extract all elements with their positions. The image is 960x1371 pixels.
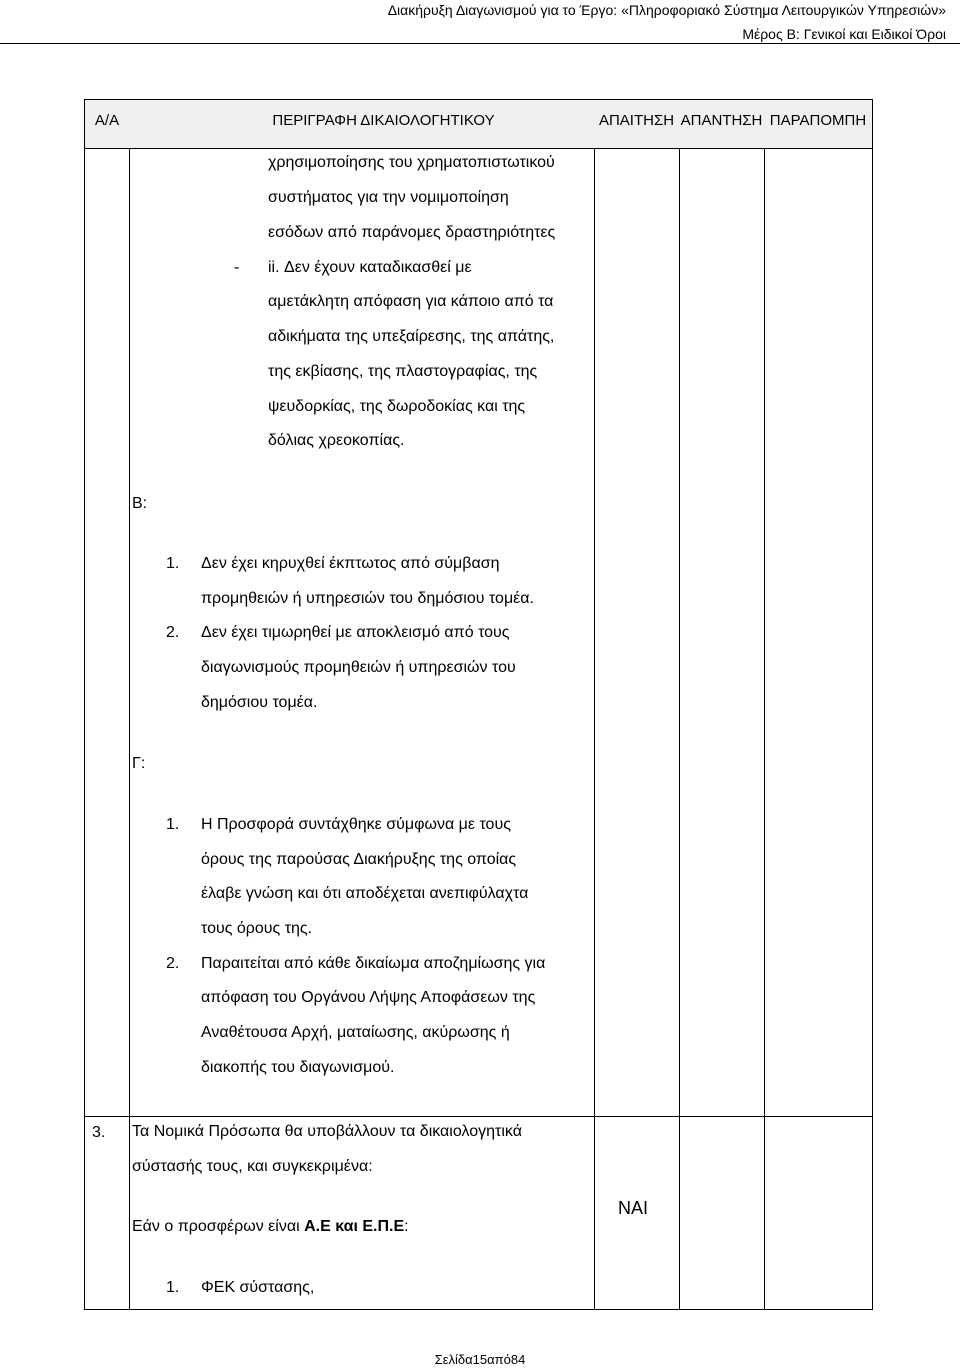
description-line: διακοπής του διαγωνισμού.: [201, 1059, 395, 1076]
col-divider: [679, 149, 680, 1309]
description-line: συστήματος για την νομιμοποίηση: [268, 189, 509, 206]
description-line: χρησιμοποίησης του χρηματοπιστωτικού: [268, 154, 555, 171]
col-header-requirement: ΑΠΑΙΤΗΣΗ: [598, 112, 675, 129]
description-line: προμηθειών ή υπηρεσιών του δημόσιου τομέα.: [201, 590, 534, 607]
col-header-answer: ΑΠΑΝΤΗΣΗ: [680, 112, 763, 129]
description-line: δημόσιου τομέα.: [201, 694, 318, 711]
requirement-value: ΝΑΙ: [618, 1198, 649, 1218]
description-line: της εκβίασης, της πλαστογραφίας, της: [268, 363, 538, 380]
row-number: 3.: [92, 1124, 106, 1141]
table-header-row: [85, 100, 872, 149]
document-header: [388, 0, 946, 44]
description-line: αδικήματα της υπεξαίρεσης, της απάτης,: [268, 328, 555, 345]
description-line: έλαβε γνώση και ότι αποδέχεται ανεπιφύλαχτα: [201, 885, 529, 902]
list-number: 2.: [166, 624, 180, 641]
list-number: 2.: [166, 955, 180, 972]
description-line: όρους της παρούσας Διακήρυξης της οποίας: [201, 851, 517, 868]
description-line: δόλιας χρεοκοπίας.: [268, 432, 405, 449]
description-line: διαγωνισμούς προμηθειών ή υπηρεσιών του: [201, 659, 516, 676]
condition-prefix: Εάν ο προσφέρων είναι: [132, 1218, 305, 1235]
description-line: Δεν έχει τιμωρηθεί με αποκλεισμό από τους: [201, 624, 510, 641]
list-number: 1.: [166, 816, 180, 833]
header-divider: [0, 43, 960, 44]
description-line: απόφαση του Οργάνου Λήψης Αποφάσεων της: [201, 989, 536, 1006]
condition-line: [132, 1217, 409, 1237]
col-divider: [594, 149, 595, 1309]
list-number: 1.: [166, 1279, 180, 1296]
description-line: αμετάκλητη απόφαση για κάποιο από τα: [268, 293, 554, 310]
page-number: Σελίδα15από84: [434, 1352, 526, 1367]
description-line: ΦΕΚ σύστασης,: [201, 1279, 315, 1296]
description-line: Αναθέτουσα Αρχή, ματαίωσης, ακύρωσης ή: [201, 1024, 510, 1041]
col-header-aa: Α/Α: [94, 112, 120, 129]
description-line: εσόδων από παράνομες δραστηριότητες: [268, 224, 556, 241]
document-subtitle: Μέρος Β: Γενικοί και Ειδικοί Όροι: [742, 26, 946, 42]
col-divider: [129, 149, 130, 1309]
description-line: τους όρους της.: [201, 920, 313, 937]
description-line: Τα Νομικά Πρόσωπα θα υποβάλλουν τα δικαιολογητικά: [132, 1123, 522, 1140]
description-line: Παραιτείται από κάθε δικαίωμα αποζημίωσης για: [201, 955, 546, 972]
col-header-reference: ΠΑΡΑΠΟΜΠΗ: [769, 112, 867, 129]
col-header-description: ΠΕΡΙΓΡΑΦΗ ΔΙΚΑΙΟΛΟΓΗΤΙΚΟΥ: [272, 112, 495, 129]
description-line: Η Προσφορά συντάχθηκε σύμφωνα με τους: [201, 816, 511, 833]
document-title: Διακήρυξη Διαγωνισμού για το Έργο: «Πληροφοριακό Σύστημα Λειτουργικών Υπηρεσιών»: [387, 2, 946, 18]
col-divider: [764, 149, 765, 1309]
condition-suffix: :: [404, 1218, 409, 1235]
section-label-b: Β:: [132, 495, 148, 512]
row-divider: [85, 1116, 872, 1117]
section-label-c: Γ:: [132, 755, 146, 772]
condition-company-types: Α.Ε και Ε.Π.Ε: [304, 1218, 405, 1235]
description-line: σύστασής τους, και συγκεκριμένα:: [132, 1158, 373, 1175]
description-line: ii. Δεν έχουν καταδικασθεί με: [268, 259, 472, 276]
description-line: ψευδορκίας, της δωροδοκίας και της: [268, 398, 526, 415]
description-line: Δεν έχει κηρυχθεί έκπτωτος από σύμβαση: [201, 555, 500, 572]
list-dash: -: [234, 259, 240, 276]
list-number: 1.: [166, 555, 180, 572]
